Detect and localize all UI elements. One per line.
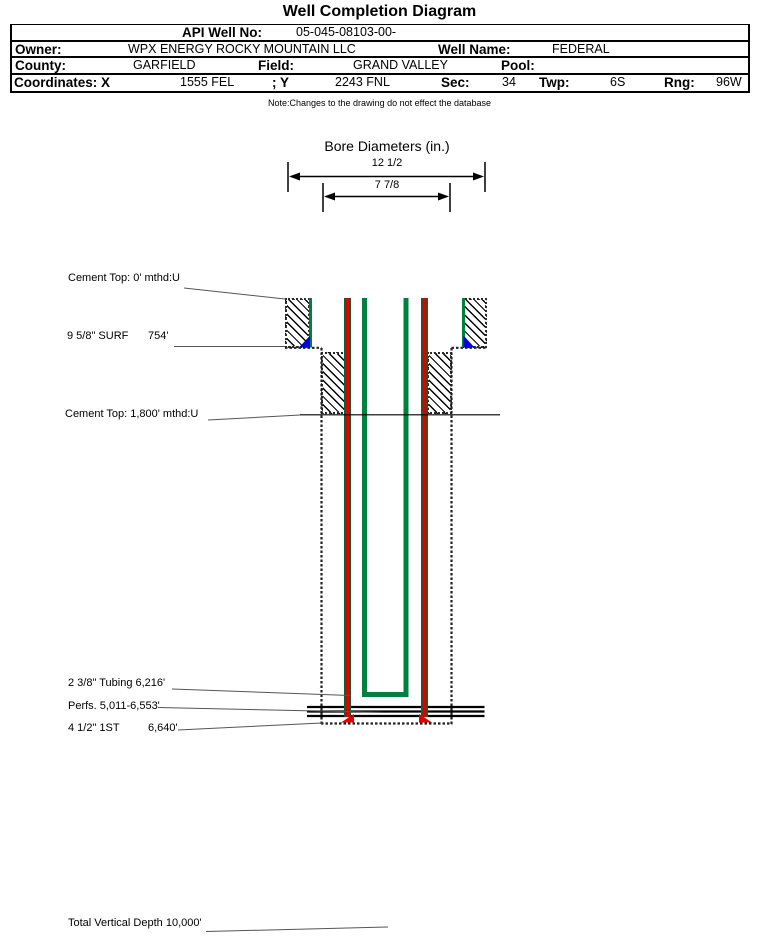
outer-bore-dimension-label: 12 1/2 [371, 157, 403, 169]
twp-value: 6S [610, 74, 626, 89]
tubing-label: 2 3/8" Tubing 6,216' [68, 677, 166, 689]
owner-value: WPX ENERGY ROCKY MOUNTAIN LLC [128, 41, 356, 56]
production-casing-depth-label: 6,640' [148, 722, 178, 734]
well-name-value: FEDERAL [552, 41, 610, 56]
coordinates-label: Coordinates: X [14, 74, 111, 90]
owner-label: Owner: [15, 41, 62, 57]
tubing-string [365, 298, 407, 695]
production-casing-lines [348, 298, 425, 717]
pool-label: Pool: [501, 58, 535, 73]
surface-casing-edges [311, 298, 464, 348]
surface-casing-label: 9 5/8" SURF [67, 330, 129, 342]
page-title: Well Completion Diagram [282, 3, 477, 20]
cement-top-production-label: Cement Top: 1,800' mthd:U [65, 408, 199, 420]
surface-shoe-markers [299, 336, 475, 348]
county-label: County: [15, 58, 66, 73]
api-well-no-value: 05-045-08103-00- [296, 25, 397, 39]
field-value: GRAND VALLEY [353, 58, 448, 72]
api-well-no-label: API Well No: [182, 25, 263, 40]
note-text: Note:Changes to the drawing do not effect the database [268, 98, 491, 108]
bore-diameters-title: Bore Diameters (in.) [324, 138, 450, 154]
coordinates-x-value: 1555 FEL [180, 74, 235, 89]
perforations-label: Perfs. 5,011-6,553' [68, 700, 160, 712]
rng-label: Rng: [664, 74, 695, 90]
inner-bore-dimension-label: 7 7/8 [374, 179, 400, 191]
twp-label: Twp: [539, 74, 570, 90]
sec-label: Sec: [441, 74, 470, 90]
leader-lines [158, 288, 388, 932]
sec-value: 34 [502, 74, 516, 89]
total-vertical-depth-label: Total Vertical Depth 10,000' [68, 917, 202, 929]
well-name-label: Well Name: [438, 41, 511, 57]
production-casing-label: 4 1/2" 1ST [68, 722, 120, 734]
bore-dimension-arrows [288, 162, 485, 212]
coordinates-y-label: ; Y [272, 74, 290, 90]
coordinates-y-value: 2243 FNL [335, 74, 390, 89]
county-value: GARFIELD [133, 58, 196, 72]
surface-casing-depth-label: 754' [148, 330, 169, 342]
borehole-walls [285, 348, 487, 724]
cement-top-surface-label: Cement Top: 0' mthd:U [68, 272, 180, 284]
rng-value: 96W [716, 74, 742, 89]
field-label: Field: [258, 58, 294, 73]
